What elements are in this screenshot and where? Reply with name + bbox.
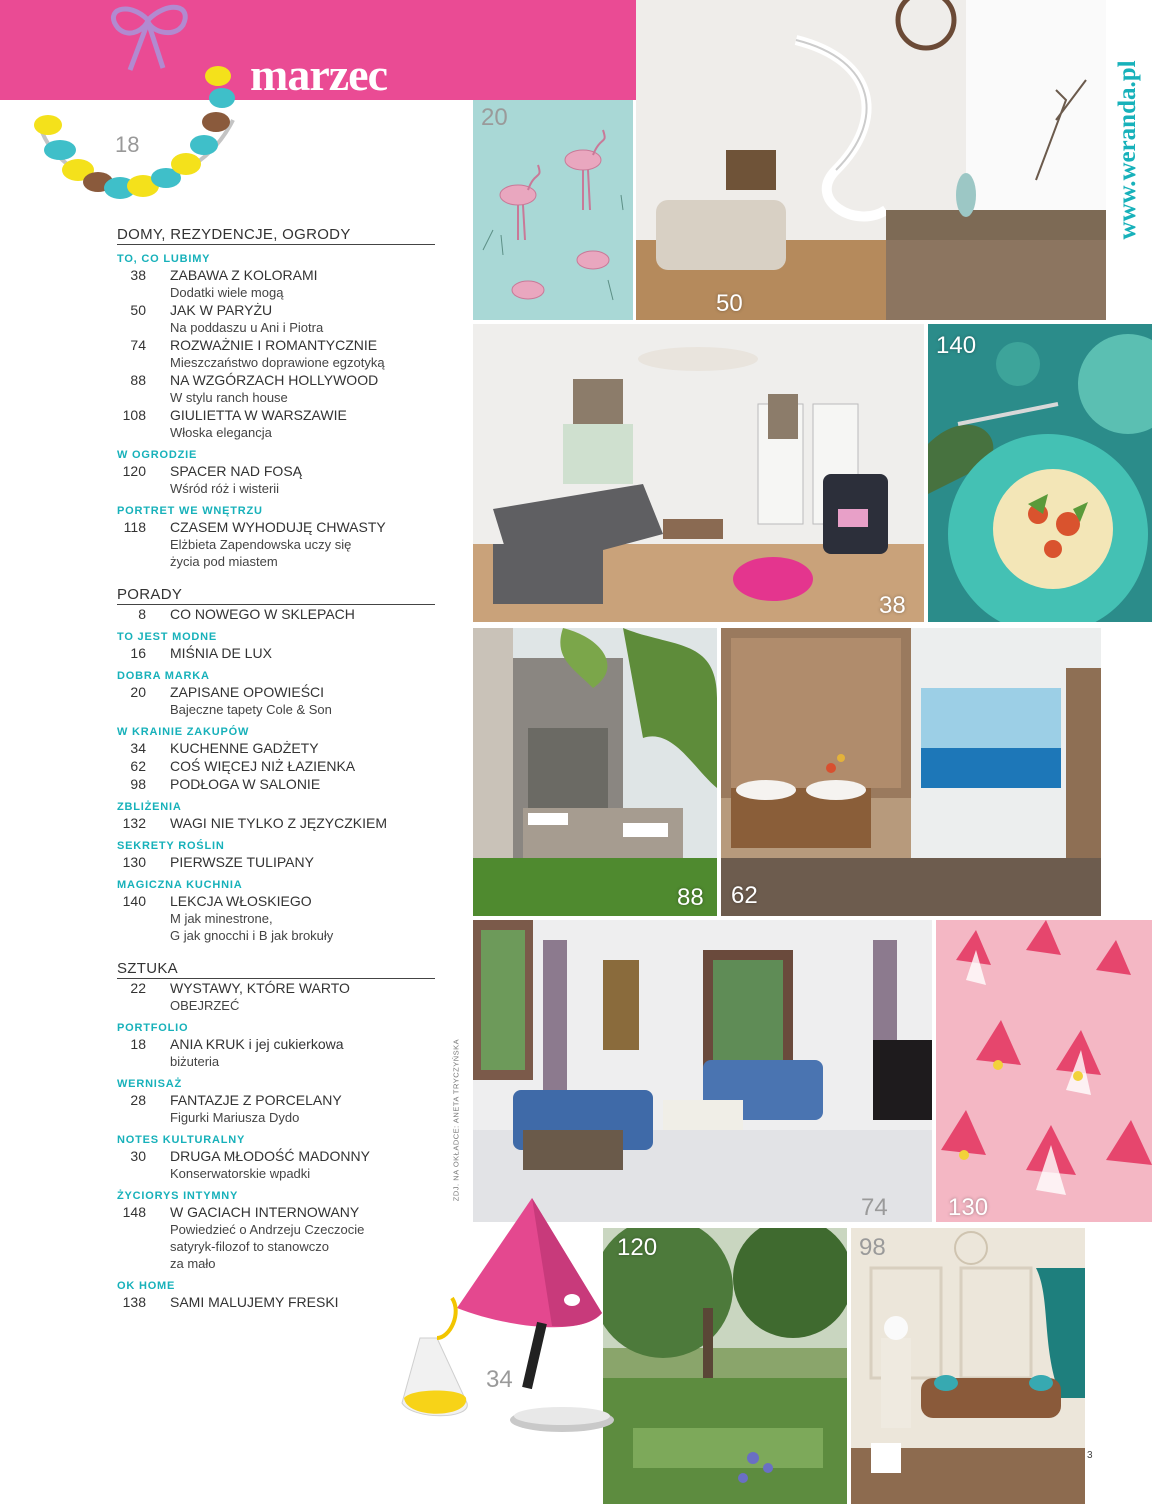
ranch-house-patio-image <box>473 628 717 916</box>
toc-entry-text <box>170 605 435 623</box>
toc-page-number: 8 <box>138 606 146 622</box>
photo-kitchen-lamp[interactable] <box>392 1198 614 1438</box>
toc-page-number: 18 <box>130 1036 146 1052</box>
toc-entry-title: CZASEM WYHODUJĘ CHWASTY <box>170 519 386 535</box>
toc-entry-text <box>170 775 435 793</box>
toc-entry-title: WAGI NIE TYLKO Z JĘZYCZKIEM <box>170 815 388 831</box>
photo-flamingo-wallpaper[interactable] <box>473 100 633 320</box>
toc-page-number: 120 <box>122 463 146 479</box>
toc-entry-description: biżuteria <box>170 1054 220 1069</box>
photo-page-number: 74 <box>861 1194 888 1221</box>
toc-entry-title: PODŁOGA W SALONIE <box>170 776 321 792</box>
flamingo-wallpaper-image <box>473 100 633 320</box>
photo-page-number: 88 <box>677 884 704 911</box>
toc-entry[interactable] <box>117 757 435 775</box>
toc-entry-description: W stylu ranch house <box>170 390 288 405</box>
toc-entry-title: DRUGA MŁODOŚĆ MADONNY <box>170 1148 370 1164</box>
toc-entry-text <box>170 739 435 757</box>
photo-page-number: 120 <box>617 1234 658 1261</box>
toc-page-number: 34 <box>130 740 146 756</box>
toc-entry[interactable] <box>117 406 435 441</box>
toc-entry[interactable] <box>117 266 435 301</box>
pasta-plate-image <box>928 324 1152 622</box>
toc-page-number: 50 <box>130 302 146 318</box>
toc-page-number: 118 <box>123 519 146 535</box>
toc-entry-description: OBEJRZEĆ <box>170 998 240 1013</box>
photo-page-number: 62 <box>731 882 758 909</box>
photo-page-number: 140 <box>936 332 977 359</box>
toc-entry-description: za mało <box>170 1256 216 1271</box>
toc-page-number: 132 <box>122 815 146 831</box>
toc-entry-description: satyryk-filozof to stanowczo <box>170 1239 329 1254</box>
toc-entry[interactable] <box>117 1091 435 1126</box>
toc-entry[interactable] <box>117 336 435 371</box>
toc-entry[interactable] <box>117 1203 435 1272</box>
photo-page-number: 38 <box>879 592 906 619</box>
toc-entry-text <box>170 1091 435 1126</box>
toc-page-number: 98 <box>130 776 146 792</box>
website-link[interactable] <box>1108 50 1148 250</box>
classic-salon-image <box>851 1228 1085 1504</box>
photo-classic-salon[interactable] <box>851 1228 1085 1504</box>
attic-loft-image <box>636 0 1106 320</box>
page-folio: 3 <box>1087 1450 1093 1461</box>
cover-page-number: 18 <box>115 132 140 157</box>
photo-bathroom-sea-view[interactable] <box>721 628 1101 916</box>
toc-entry-text <box>170 892 435 944</box>
toc-entry-text <box>170 1147 435 1182</box>
toc-entry-text <box>170 336 435 371</box>
toc-entry-description: G jak gnocchi i B jak brokuły <box>170 928 334 943</box>
toc-entry[interactable] <box>117 814 435 832</box>
toc-entry-text <box>170 266 435 301</box>
subsection-label: W KRAINIE ZAKUPÓW <box>117 726 250 738</box>
toc-entry[interactable] <box>117 683 435 718</box>
toc-entry[interactable] <box>117 775 435 793</box>
toc-entry-description: Dodatki wiele mogą <box>170 285 284 300</box>
toc-entry-title: NA WZGÓRZACH HOLLYWOOD <box>170 372 379 388</box>
toc-entry-text <box>170 757 435 775</box>
toc-entry-text <box>170 853 435 871</box>
subsection-label: MAGICZNA KUCHNIA <box>117 879 243 891</box>
issue-month: marzec <box>250 49 387 100</box>
toc-entry-description: Konserwatorskie wpadki <box>170 1166 311 1181</box>
toc-entry-title: FANTAZJE Z PORCELANY <box>170 1092 342 1108</box>
toc-entry-title: JAK W PARYŻU <box>170 302 273 318</box>
toc-page-number: 22 <box>130 980 146 996</box>
toc-entry-title: ZABAWA Z KOLORAMI <box>170 267 318 283</box>
toc-entry[interactable] <box>117 1147 435 1182</box>
toc-entry[interactable] <box>117 605 435 623</box>
table-of-contents <box>117 226 435 1311</box>
toc-entry-title: W GACIACH INTERNOWANY <box>170 1204 360 1220</box>
subsection-label: SEKRETY ROŚLIN <box>117 840 225 852</box>
toc-entry[interactable] <box>117 462 435 497</box>
kitchen-lamp-image <box>392 1198 614 1438</box>
moat-garden-image <box>603 1228 847 1504</box>
toc-entry-description: Powiedzieć o Andrzeju Czeczocie <box>170 1222 365 1237</box>
toc-entry-title: MIŚNIA DE LUX <box>170 645 272 661</box>
toc-entry-description: Bajeczne tapety Cole & Son <box>170 702 332 717</box>
toc-page-number: 16 <box>130 645 146 661</box>
section-title: SZTUKA <box>117 960 435 979</box>
toc-entry-title: COŚ WIĘCEJ NIŻ ŁAZIENKA <box>170 758 356 774</box>
toc-entry-text <box>170 979 435 1014</box>
toc-entry-description: M jak minestrone, <box>170 911 273 926</box>
toc-entry[interactable] <box>117 979 435 1014</box>
toc-entry-title: ANIA KRUK i jej cukierkowa <box>170 1036 344 1052</box>
toc-entry-title: GIULIETTA W WARSZAWIE <box>170 407 347 423</box>
photo-moat-garden[interactable] <box>603 1228 847 1504</box>
toc-entry-description: Na poddaszu u Ani i Piotra <box>170 320 324 335</box>
photo-living-room-colors[interactable] <box>473 324 924 622</box>
toc-entry-title: CO NOWEGO W SKLEPACH <box>170 606 355 622</box>
toc-entry-text <box>170 1035 435 1070</box>
photo-attic-loft[interactable] <box>636 0 1106 320</box>
toc-entry-description: Mieszczaństwo doprawione egzotyką <box>170 355 385 370</box>
toc-page-number: 148 <box>122 1204 146 1220</box>
toc-entry-text <box>170 644 435 662</box>
toc-page-number: 20 <box>130 684 146 700</box>
toc-entry-text <box>170 462 435 497</box>
toc-entry[interactable] <box>117 1035 435 1070</box>
subsection-label: PORTFOLIO <box>117 1022 189 1034</box>
toc-page-number: 138 <box>122 1294 146 1310</box>
toc-entry-description: Figurki Mariusza Dydo <box>170 1110 300 1125</box>
toc-entry-text <box>170 518 435 570</box>
toc-entry-title: PIERWSZE TULIPANY <box>170 854 314 870</box>
toc-entry-description: Włoska elegancja <box>170 425 272 440</box>
section-title: DOMY, REZYDENCJE, OGRODY <box>117 226 435 245</box>
subsection-label: ZBLIŻENIA <box>117 801 182 813</box>
toc-page-number: 108 <box>122 407 146 423</box>
toc-entry-text <box>170 406 435 441</box>
toc-page-number: 28 <box>130 1092 146 1108</box>
subsection-label: OK HOME <box>117 1280 176 1292</box>
toc-page-number: 74 <box>130 337 146 353</box>
blue-sofas-salon-image <box>473 920 932 1222</box>
living-room-colors-image <box>473 324 924 622</box>
subsection-label: DOBRA MARKA <box>117 670 210 682</box>
tulips-image <box>936 920 1152 1222</box>
toc-entry[interactable] <box>117 892 435 944</box>
toc-page-number: 130 <box>122 854 146 870</box>
toc-entry-text <box>170 371 435 406</box>
toc-entry-description: życia pod miastem <box>170 554 278 569</box>
cover-photo-credit <box>442 1020 470 1220</box>
subsection-label: WERNISAŻ <box>117 1078 183 1090</box>
toc-entry[interactable] <box>117 739 435 757</box>
subsection-label: TO JEST MODNE <box>117 631 218 643</box>
bracelet-image <box>18 0 258 210</box>
toc-entry-text <box>170 683 435 718</box>
bathroom-sea-view-image <box>721 628 1101 916</box>
toc-entry-title: ROZWAŻNIE I ROMANTYCZNIE <box>170 337 378 353</box>
photo-pasta-plate[interactable] <box>928 324 1152 622</box>
toc-entry-title: KUCHENNE GADŻETY <box>170 740 319 756</box>
section-title: PORADY <box>117 586 435 605</box>
toc-entry[interactable] <box>117 1293 435 1311</box>
toc-entry-title: WYSTAWY, KTÓRE WARTO <box>170 980 350 996</box>
toc-entry-title: SAMI MALUJEMY FRESKI <box>170 1294 339 1310</box>
toc-entry-title: SPACER NAD FOSĄ <box>170 463 302 479</box>
photo-page-number: 98 <box>859 1234 886 1261</box>
subsection-label: TO, CO LUBIMY <box>117 253 211 265</box>
credit-text: ZDJ. NA OKŁADCE: ANETA TRYCZYŃSKA <box>451 1038 461 1202</box>
toc-page-number: 88 <box>130 372 146 388</box>
toc-entry-title: ZAPISANE OPOWIEŚCI <box>170 684 325 700</box>
website-text: www.weranda.pl <box>1114 60 1141 240</box>
subsection-label: NOTES KULTURALNY <box>117 1134 246 1146</box>
toc-entry[interactable] <box>117 371 435 406</box>
toc-entry-text <box>170 814 435 832</box>
toc-entry[interactable] <box>117 853 435 871</box>
toc-entry[interactable] <box>117 518 435 570</box>
toc-page-number: 62 <box>130 758 146 774</box>
toc-entry[interactable] <box>117 301 435 336</box>
photo-page-number: 20 <box>481 104 508 131</box>
photo-blue-sofas-salon[interactable] <box>473 920 932 1222</box>
photo-ranch-house-patio[interactable] <box>473 628 717 916</box>
subsection-label: W OGRODZIE <box>117 449 198 461</box>
toc-entry-title: LEKCJA WŁOSKIEGO <box>170 893 312 909</box>
photo-page-number: 130 <box>948 1194 989 1221</box>
subsection-label: PORTRET WE WNĘTRZU <box>117 505 263 517</box>
toc-page-number: 38 <box>130 267 146 283</box>
toc-entry-text <box>170 301 435 336</box>
toc-entry[interactable] <box>117 644 435 662</box>
photo-page-number: 50 <box>716 290 743 317</box>
toc-entry-description: Wśród róż i wisterii <box>170 481 280 496</box>
toc-page-number: 140 <box>122 893 146 909</box>
toc-page-number: 30 <box>130 1148 146 1164</box>
photo-page-number: 34 <box>486 1366 513 1393</box>
toc-entry-description: Elżbieta Zapendowska uczy się <box>170 537 352 552</box>
subsection-label: ŻYCIORYS INTYMNY <box>117 1190 239 1202</box>
photo-tulips[interactable] <box>936 920 1152 1222</box>
